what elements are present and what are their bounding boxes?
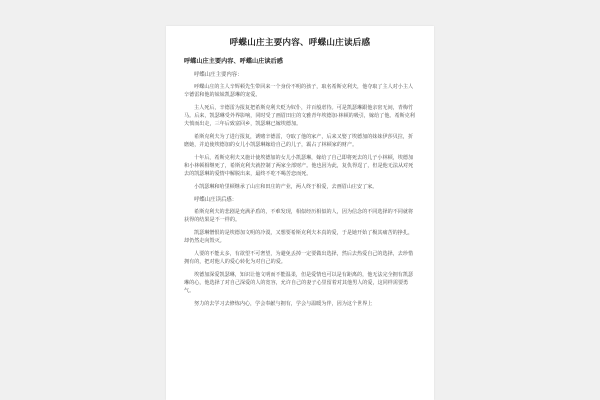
paragraph: 呼蝶山庄的主人辛辉顿先生带回来一个身份不明的孩子，取名希斯克利夫，他夺取了主人对小主人辛德雷和他的妹妹凯瑟琳的宠爱。 xyxy=(184,84,414,98)
section-label-review: 呼蝶山庄读后感： xyxy=(194,197,238,203)
paragraph: 埃德加深爱凯瑟琳，知识让他文明而不能温柔，但是爱情也可以是有距离的，他无法完全拥有凯瑟琳的心，他选择了对自己深爱的人的宽容，允许自己的妻子心里留着对其他男人的爱，这同样需要勇气。 xyxy=(184,272,414,294)
paragraph: 凯瑟琳憎恨的是埃德加文明的冷漠，又想要希斯克利夫本真的爱，于是她开始了极其痛苦的挣扎，却仍然走向毁灭。 xyxy=(184,230,414,244)
document-title: 呼蝶山庄主要内容、呼蝶山庄读后感 xyxy=(229,38,371,48)
paragraph: 十年后，希斯克利夫又施计使埃德加的女儿小凯瑟琳，嫁给了自己即将死去的儿子小林顿，埃德加和小林顿相继死了，希斯克利夫就控制了两家全部财产。他也因为此，复仇得逞了，但是他无法从对死去的凯瑟琳的爱情中解脱出来，最终不吃不喝苦恋而死。 xyxy=(184,155,414,177)
paragraph: 小凯瑟琳和哈里顿继承了山庄和田庄的产业，两人终于相爱，去画眉山庄安了家。 xyxy=(194,184,378,190)
document-page xyxy=(166,26,434,400)
paragraph: 人要的不能太多，有欲望不可奢望，为避免丢掉一定要做出选择，然后去热爱自己的选择，去珍惜拥有的，把对他人的爱心转化为对自己的爱。 xyxy=(184,251,414,265)
paragraph: 努力的去学习去修炼内心，学会奉献与拥有，学会与温暖为伴，因为这个世界上 xyxy=(194,301,373,307)
paragraph: 主人死后，辛德雷为报复把希斯克利夫贬为奴仆，并百般虐待。可是凯瑟琳跟他亲密无间，青梅竹马。后来，凯瑟琳受外界影响，同时受了画眉田庄的文雅青年埃德加·林顿的吸引，嫁给了他。希斯克利夫愤而出走，三年后致富回乡，凯瑟琳已嫁埃德加。 xyxy=(184,105,415,127)
document-heading: 呼蝶山庄主要内容、呼蝶山庄读后感 xyxy=(184,58,283,65)
paragraph: 希斯克利夫的悲剧是充满矛盾的，不难发现，相似经历相似的人，因为信念的不同选择的不同就将获得的结果是不一样的。 xyxy=(184,209,414,223)
paragraph: 希斯克利夫为了进行报复，诱赌辛德雷，夺取了他的家产，后来又娶了埃德加的妹妹伊莎贝拉，折磨她，并迫使埃德加的女儿小凯瑟琳嫁给自己的儿子，霸占了林顿家的财产。 xyxy=(184,134,414,148)
section-label-summary: 呼蝶山庄主要内容： xyxy=(194,72,243,78)
